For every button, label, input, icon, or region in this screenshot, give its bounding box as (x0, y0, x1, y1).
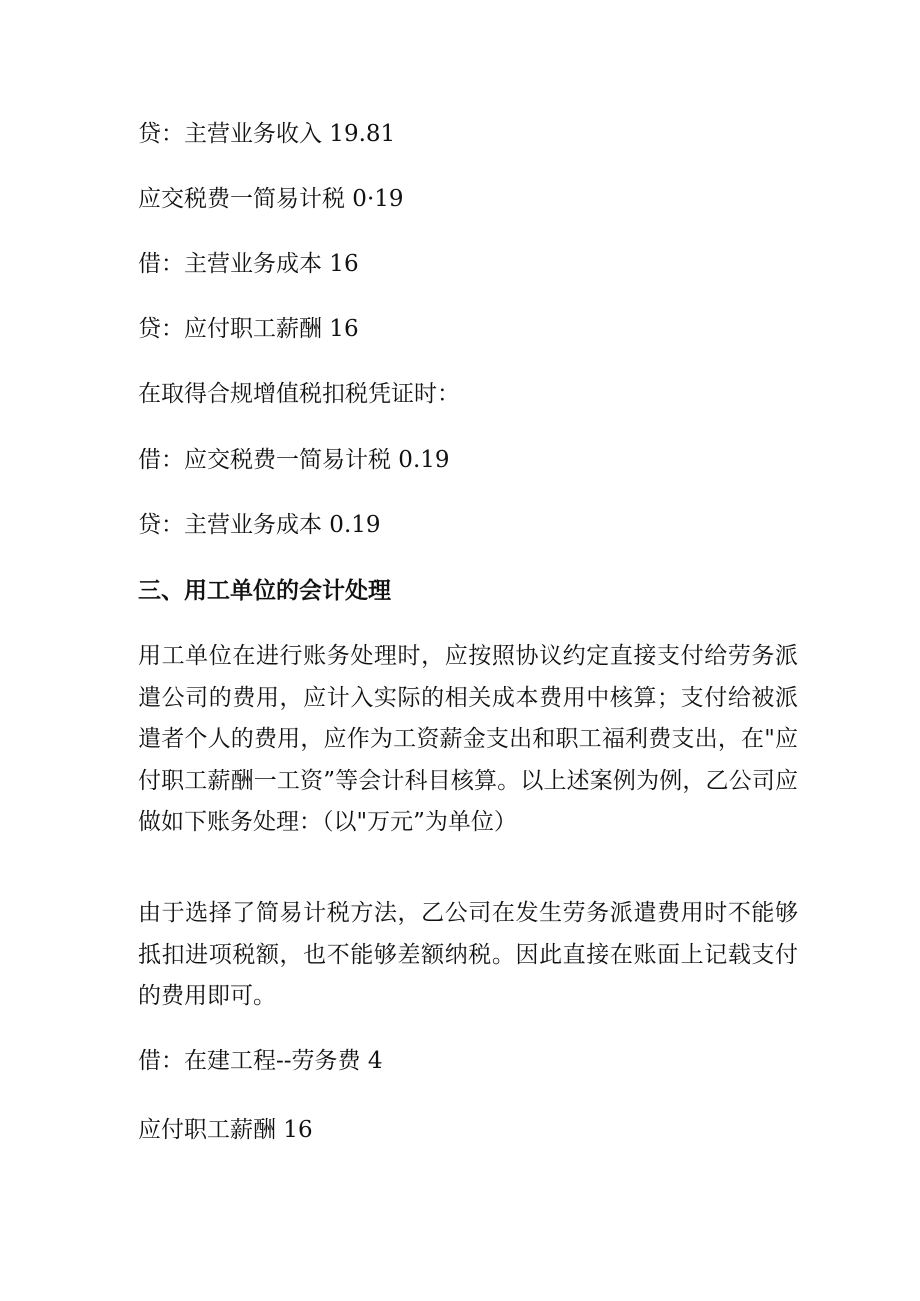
section-heading: 三、用工单位的会计处理 (138, 578, 391, 604)
journal-line-credit-cost: 贷：主营业务成本 0.19 (138, 512, 381, 538)
text-line-tax-voucher: 在取得合规增值税扣税凭证时： (138, 381, 460, 407)
journal-line-tax-payable: 应交税费一简易计税 0·19 (138, 186, 404, 212)
journal-line-payroll: 应付职工薪酬 16 (138, 1117, 313, 1143)
paragraph-simplified-tax: 由于选择了简易计税方法，乙公司在发生劳务派遣费用时不能够抵扣进项税额，也不能够差额纳税。因此直接在账面上记载支付的费用即可。 (138, 900, 798, 1009)
journal-line-debit-cost: 借：主营业务成本 16 (138, 251, 359, 277)
journal-line-debit-construction: 借：在建工程--劳务费 4 (138, 1048, 383, 1074)
journal-line-credit-revenue: 贷：主营业务收入 19.81 (138, 121, 396, 147)
paragraph-accounting-treatment: 用工单位在进行账务处理时，应按照协议约定直接支付给劳务派遣公司的费用，应计入实际的相关成本费用中核算；支付给被派遣者个人的费用，应作为工资薪金支出和职工福利费支出，在"应付职工薪酬一工资”等会计科目核算。以上述案例为例，乙公司应做如下账务处理：（以"万元”为单位） (138, 643, 798, 835)
journal-line-debit-tax: 借：应交税费一简易计税 0.19 (138, 447, 450, 473)
journal-line-credit-payroll: 贷：应付职工薪酬 16 (138, 316, 359, 342)
